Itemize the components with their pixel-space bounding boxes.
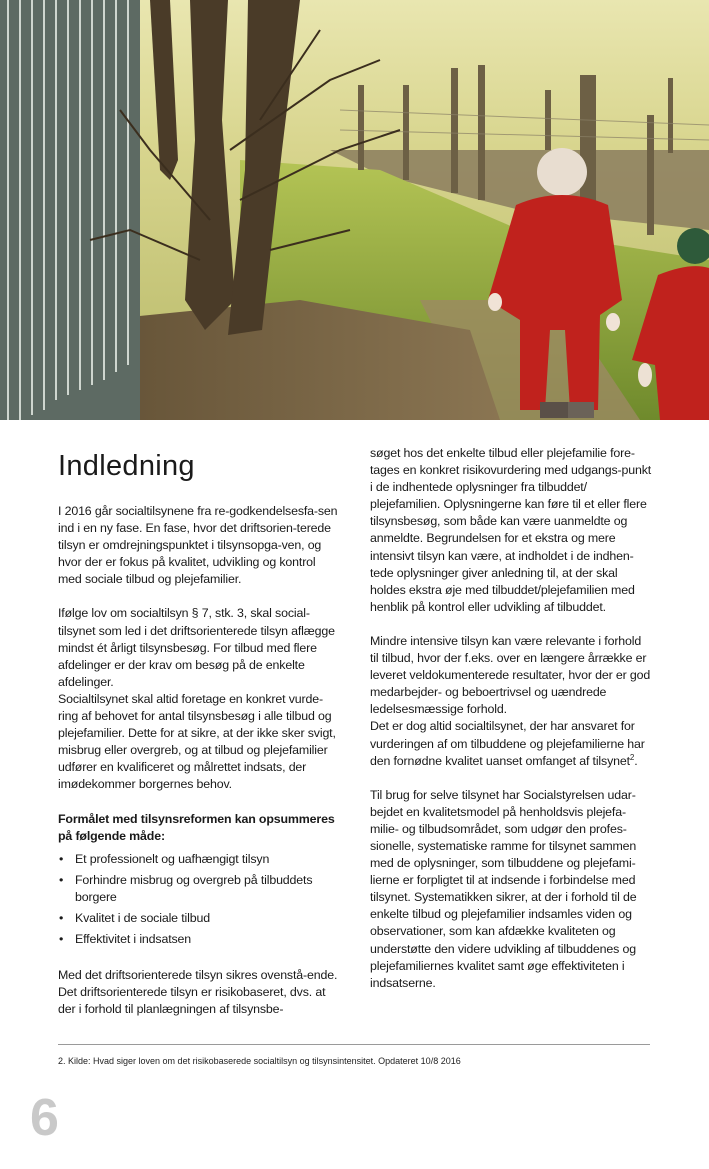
bullet-icon: • — [59, 932, 64, 947]
reform-purpose-subheading: Formålet med tilsynsreformen kan opsummeres på følgende måde: — [58, 811, 335, 843]
list-item: • Effektivitet i indsatsen — [58, 931, 340, 948]
bullet-icon: • — [59, 872, 64, 887]
cover-photo — [0, 0, 709, 420]
bullet-icon: • — [59, 910, 64, 925]
intro-paragraph: I 2016 går socialtilsynene fra re-godkendelsesfa-sen ind i en ny fase. En fase, hvor det driftsorien-terede tilsyn er omdrejningspunktet i tilsynsopga-ven, og hvor der er fokus på kvalitet, udvikling og kontrol med sociale tilbud og plejefamilier. — [58, 504, 338, 587]
footnote-reference: 2 — [629, 752, 635, 762]
list-item: • Forhindre misbrug og overgreb på tilbuddets borgere — [59, 872, 313, 904]
bullet-icon: • — [59, 851, 64, 866]
page-number: 6 — [30, 1089, 59, 1147]
risk-assessment-paragraph: Socialtilsynet skal altid foretage en konkret vurde-ring af behovet for antal tilsynsbesøg i alle tilbud og plejefamilier. Dette for at sikre, at der ikke sker svigt, misbrug eller overgreb, og at tilbud og plejefamilier udfører en kvalificeret og målrettet indsats, der imødekommer borgernes behov. — [58, 691, 336, 792]
continued-paragraph: søget hos det enkelte tilbud eller plejefamilie fore-tages en konkret risikovurdering med udgangs-punkt i de indhentede oplysninger fra tilbuddet/ plejefamilien. Oplysningerne kan føre til et eller flere tilsynsbesøg, som både kan være uanmeldte og anmeldte. Begrundelsen for et ekstra og mere intensivt tilsyn kan være, at indholdet i de indhen-tede oplysninger giver anledning til, at der skal holdes ekstra øje med tilbuddet/plejefamilien med henblik på kontrol eller udvikling af tilbuddet. — [370, 446, 652, 614]
children-walking-photo — [0, 0, 709, 420]
responsibility-paragraph: Det er dog altid socialtilsynet, der har ansvaret for vurderingen af om tilbuddene og plejefamilierne har den fornødne kvalitet uanset omfanget af tilsynet$^2$. — [370, 719, 645, 768]
quality-model-paragraph: Til brug for selve tilsynet har Socialstyrelsen udar-bejdet en kvalitetsmodel på henholdsvis plejefa-milie- og tilbudsområdet, som udgør den profes-sionelle, systematiske ramme for tilsynet sammen med de oplysninger, som tilbuddene og plejefami-lierne er forpligtet til at indsende i forbindelse med tilsynet. Systematikken sikrer, at der i forhold til de enkelte tilbud og plejefamilier indsamles viden og observationer, som kan afdække kvaliteten og understøtte den videre udvikling af tilbuddenes og plejefamiliernes kvalitet samt øge effektiviteten i indsatserne. — [370, 787, 637, 990]
closing-paragraph: Med det driftsorienterede tilsyn sikres ovenstå-ende. Det driftsorienterede tilsyn er risikobaseret, dvs. at der i forhold til planlægningen af tilsynsbe- — [58, 968, 338, 1017]
right-column — [370, 445, 652, 1009]
page-title: Indledning — [58, 450, 195, 482]
list-item: • Kvalitet i de sociale tilbud — [58, 910, 340, 927]
footnote-divider — [58, 1044, 650, 1045]
list-item: • Et professionelt og uafhængigt tilsyn — [58, 851, 340, 868]
law-paragraph: Ifølge lov om socialtilsyn § 7, stk. 3, skal social-tilsynet som led i det driftsorienterede tilsyn aflægge mindst ét årligt tilsynsbesøg. For tilbud med flere afdelinger er der krav om besøg på de enkelte afdelinger. — [58, 606, 335, 689]
footnote: 2. Kilde: Hvad siger loven om det risikobaserede socialtilsyn og tilsynsintensitet. Opdateret 10/8 2016 — [58, 1056, 461, 1066]
less-intensive-paragraph: Mindre intensive tilsyn kan være relevante i forhold til tilbud, hvor der f.eks. over en længere årrække er leveret veldokumenterede resultater, hvor der er god medarbejder- og beboertrivsel og uændrede ledelsesmæssige forhold. — [370, 633, 651, 717]
left-column — [58, 448, 340, 1035]
reform-purpose-list — [58, 851, 340, 948]
